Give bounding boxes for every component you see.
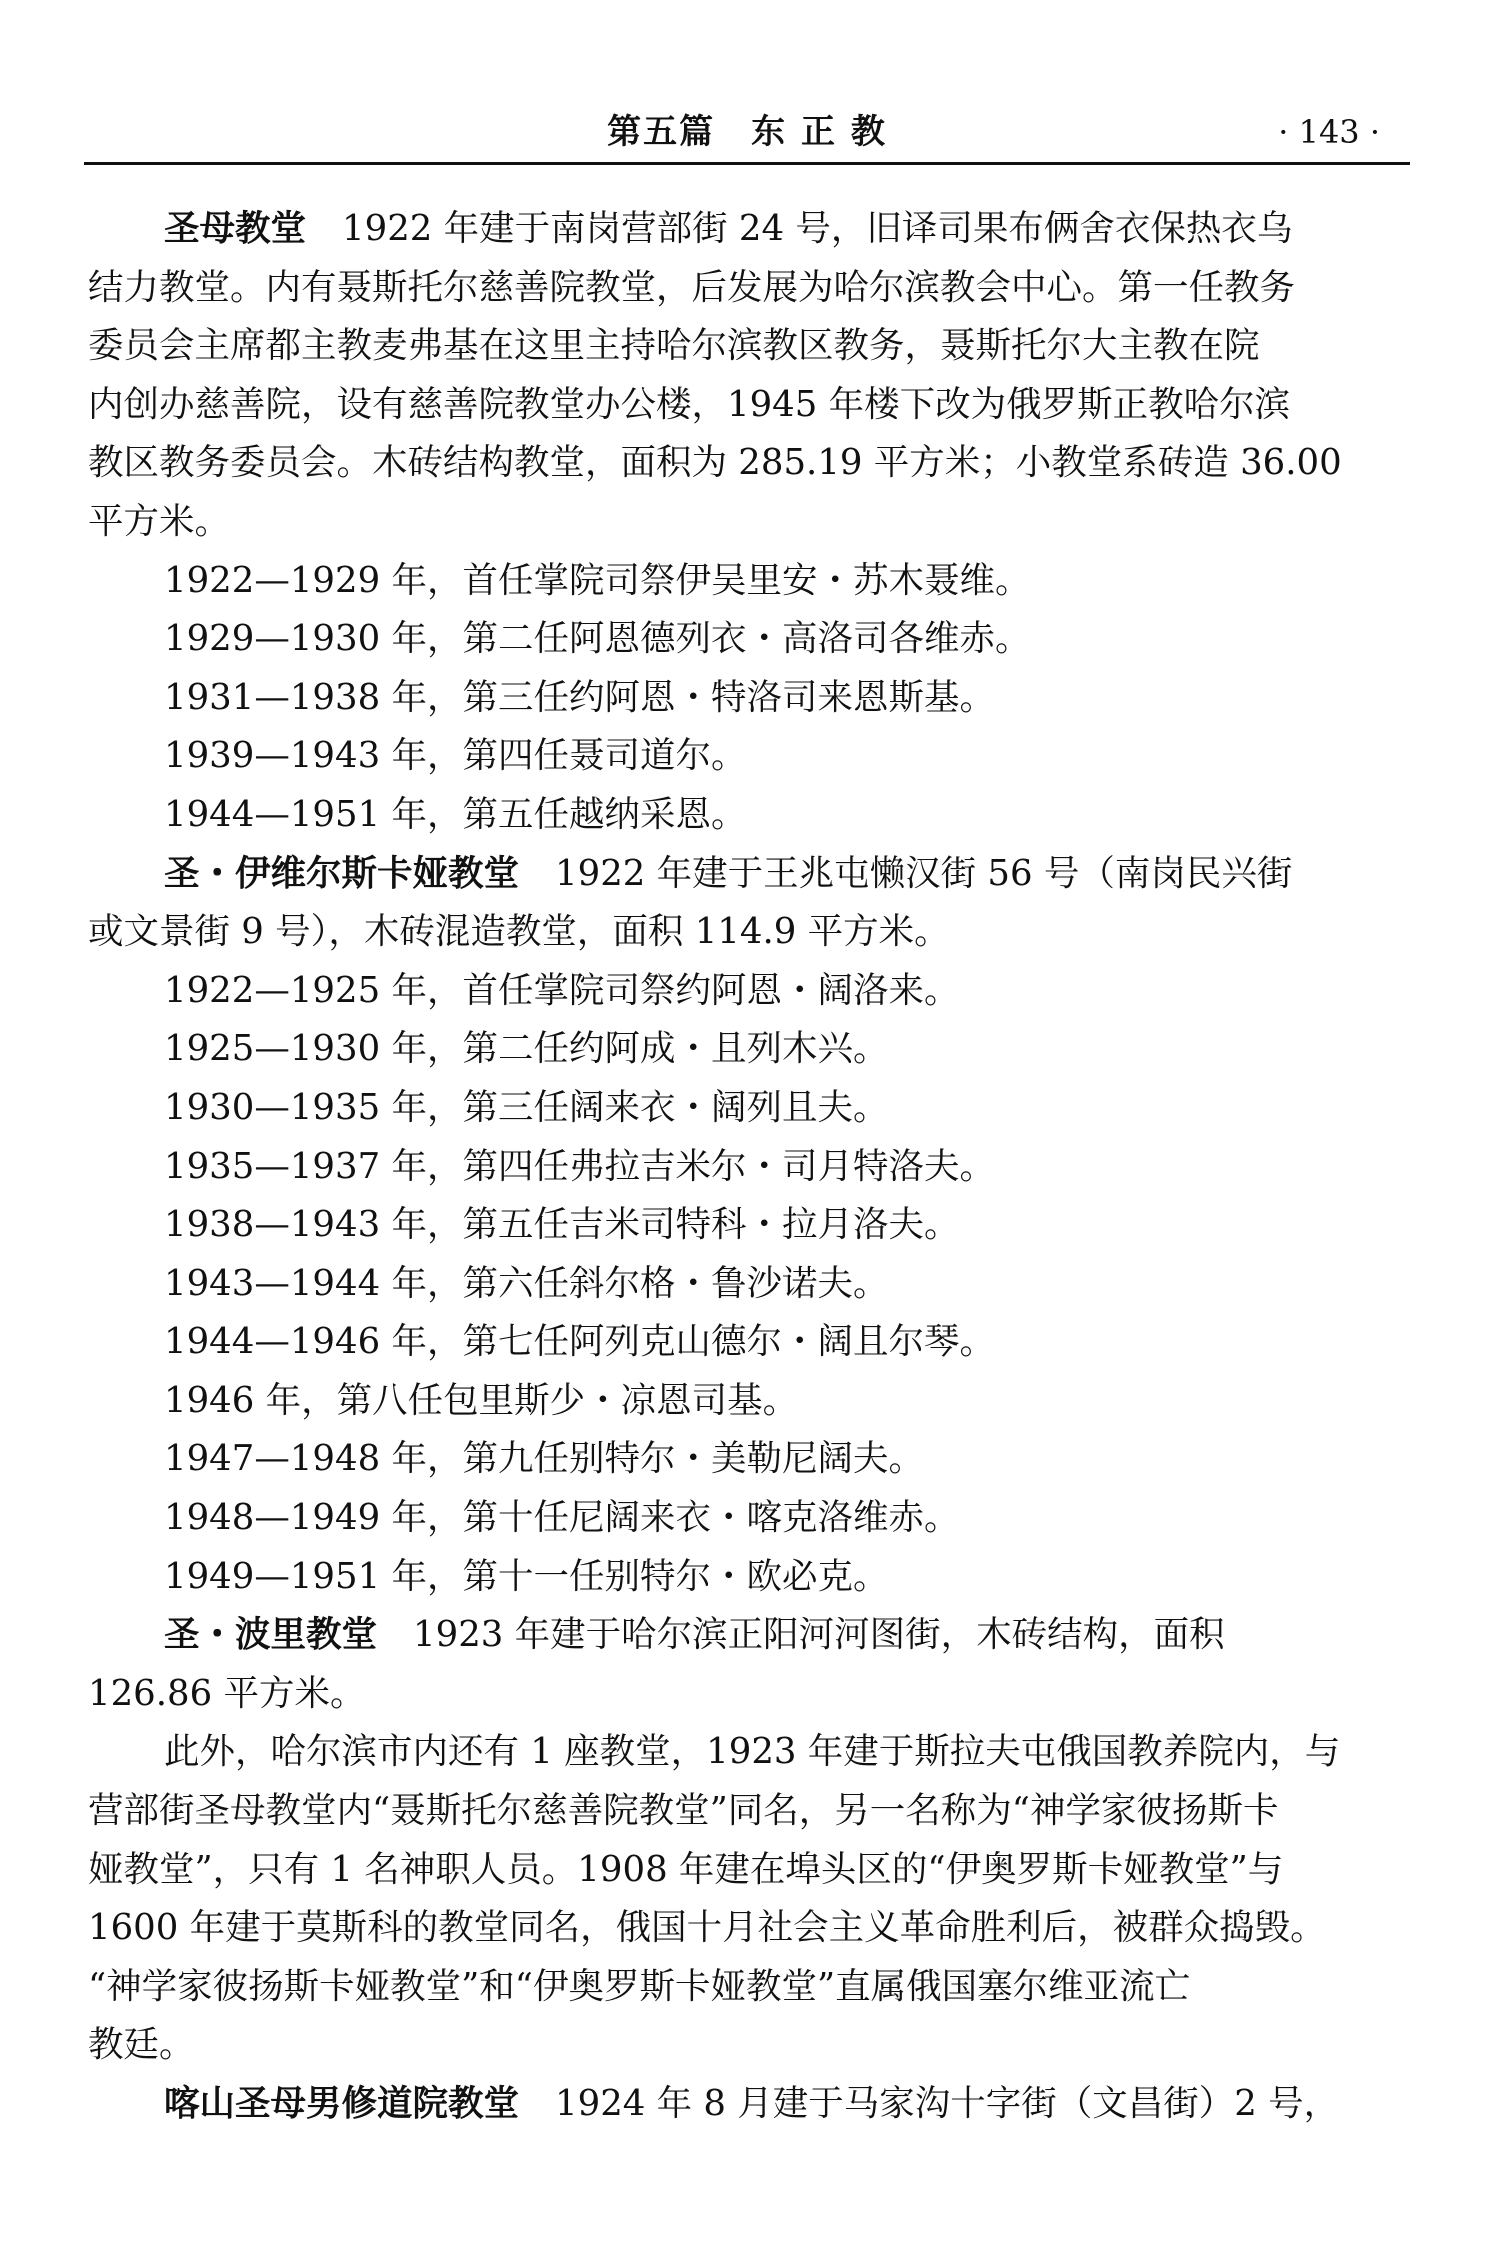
entry-first-line xyxy=(88,845,1418,904)
text-line xyxy=(88,2016,1418,2075)
line-text: 营部街圣母教堂内“聂斯托尔慈善院教堂”同名，另一名称为“神学家彼扬斯卡 xyxy=(88,1790,1279,1832)
entry-first-line xyxy=(88,200,1418,259)
line-text: 126.86 平方米。 xyxy=(88,1672,366,1714)
line-text: 1935—1937 年，第四任弗拉吉米尔・司月特洛夫。 xyxy=(164,1145,995,1187)
text-line xyxy=(88,1782,1418,1841)
paragraph-line xyxy=(88,1372,1418,1431)
line-text: 1922—1929 年，首任掌院司祭伊吴里安・苏木聂维。 xyxy=(164,559,1031,601)
line-text: 1929—1930 年，第二任阿恩德列衣・高洛司各维赤。 xyxy=(164,618,1031,660)
church-name-heading: 喀山圣母男修道院教堂 xyxy=(164,2083,520,2124)
line-text: 1944—1951 年，第五任越纳采恩。 xyxy=(164,793,747,835)
line-text: “神学家彼扬斯卡娅教堂”和“伊奥罗斯卡娅教堂”直属俄国塞尔维亚流亡 xyxy=(88,1965,1191,2007)
line-text: 内创办慈善院，设有慈善院教堂办公楼，1945 年楼下改为俄罗斯正教哈尔滨 xyxy=(88,383,1291,425)
text-line xyxy=(88,1899,1418,1958)
body-text xyxy=(88,200,1418,2134)
paragraph-line xyxy=(88,727,1418,786)
line-text: 教区教务委员会。木砖结构教堂，面积为 285.19 平方米；小教堂系砖造 36.00 xyxy=(88,442,1342,484)
text-line xyxy=(88,1841,1418,1900)
church-name-heading: 圣・波里教堂 xyxy=(164,1614,378,1656)
line-text: 结力教堂。内有聂斯托尔慈善院教堂，后发展为哈尔滨教会中心。第一任教务 xyxy=(88,266,1296,308)
paragraph-line xyxy=(88,786,1418,845)
line-text: 平方米。 xyxy=(88,500,231,542)
line-text: 1948—1949 年，第十任尼阔来衣・喀克洛维赤。 xyxy=(164,1497,960,1539)
paragraph-line xyxy=(88,1138,1418,1197)
line-text: 1938—1943 年，第五任吉米司特科・拉月洛夫。 xyxy=(164,1204,960,1246)
line-text: 1600 年建于莫斯科的教堂同名，俄国十月社会主义革命胜利后，被群众捣毁。 xyxy=(88,1907,1326,1949)
line-text: 1947—1948 年，第九任别特尔・美勒尼阔夫。 xyxy=(164,1438,924,1480)
chapter-title: 第五篇 东 正 教 xyxy=(607,112,887,152)
line-text: 1946 年，第八任包里斯少・凉恩司基。 xyxy=(164,1379,799,1421)
paragraph-line xyxy=(88,962,1418,1021)
text-line xyxy=(88,259,1418,318)
text-line xyxy=(88,1958,1418,2017)
page-number: · 143 · xyxy=(1278,113,1380,151)
paragraph-line xyxy=(88,1020,1418,1079)
text-line xyxy=(88,376,1418,435)
line-text: 娅教堂”，只有 1 名神职人员。1908 年建在埠头区的“伊奥罗斯卡娅教堂”与 xyxy=(88,1848,1284,1890)
entry-first-line xyxy=(88,1606,1418,1665)
line-text: 1931—1938 年，第三任约阿恩・特洛司来恩斯基。 xyxy=(164,676,995,718)
paragraph-line xyxy=(88,1196,1418,1255)
line-text: 1939—1943 年，第四任聂司道尔。 xyxy=(164,735,747,777)
line-text: 1944—1946 年，第七任阿列克山德尔・阔且尔琴。 xyxy=(164,1321,995,1363)
line-text: 1923 年建于哈尔滨正阳河河图街，木砖结构，面积 xyxy=(413,1614,1225,1656)
paragraph-line xyxy=(88,1313,1418,1372)
church-name-heading: 圣・伊维尔斯卡娅教堂 xyxy=(164,852,520,894)
line-text: 教廷。 xyxy=(88,2024,195,2066)
line-text: 1924 年 8 月建于马家沟十字街（文昌街）2 号， xyxy=(555,2083,1340,2124)
text-line xyxy=(88,903,1418,962)
text-line xyxy=(88,434,1418,493)
church-name-heading: 圣母教堂 xyxy=(164,208,307,249)
entry-first-line xyxy=(88,2075,1418,2134)
line-text: 1925—1930 年，第二任约阿成・且列木兴。 xyxy=(164,1028,889,1070)
paragraph-line xyxy=(88,610,1418,669)
paragraph-line xyxy=(88,1723,1418,1782)
line-text: 此外，哈尔滨市内还有 1 座教堂，1923 年建于斯拉夫屯俄国教养院内，与 xyxy=(164,1731,1341,1773)
paragraph-line xyxy=(88,1255,1418,1314)
line-text: 或文景街 9 号），木砖混造教堂，面积 114.9 平方米。 xyxy=(88,911,950,953)
text-line xyxy=(88,317,1418,376)
paragraph-line xyxy=(88,1430,1418,1489)
line-text: 1922 年建于王兆屯懒汉街 56 号（南岗民兴街 xyxy=(555,852,1293,894)
line-text: 1943—1944 年，第六任斜尔格・鲁沙诺夫。 xyxy=(164,1262,889,1304)
line-text: 1922—1925 年，首任掌院司祭约阿恩・阔洛来。 xyxy=(164,969,960,1011)
line-text: 委员会主席都主教麦弗基在这里主持哈尔滨教区教务，聂斯托尔大主教在院 xyxy=(88,325,1260,367)
line-text: 1930—1935 年，第三任阔来衣・阔列且夫。 xyxy=(164,1086,889,1128)
running-header xyxy=(84,108,1410,165)
paragraph-line xyxy=(88,1548,1418,1607)
line-text: 1922 年建于南岗营部街 24 号，旧译司果布俩舍衣保热衣乌 xyxy=(342,208,1293,249)
paragraph-line xyxy=(88,669,1418,728)
text-line xyxy=(88,493,1418,552)
line-text: 1949—1951 年，第十一任别特尔・欧必克。 xyxy=(164,1555,889,1597)
paragraph-line xyxy=(88,552,1418,611)
text-line xyxy=(88,1665,1418,1724)
paragraph-line xyxy=(88,1489,1418,1548)
paragraph-line xyxy=(88,1079,1418,1138)
